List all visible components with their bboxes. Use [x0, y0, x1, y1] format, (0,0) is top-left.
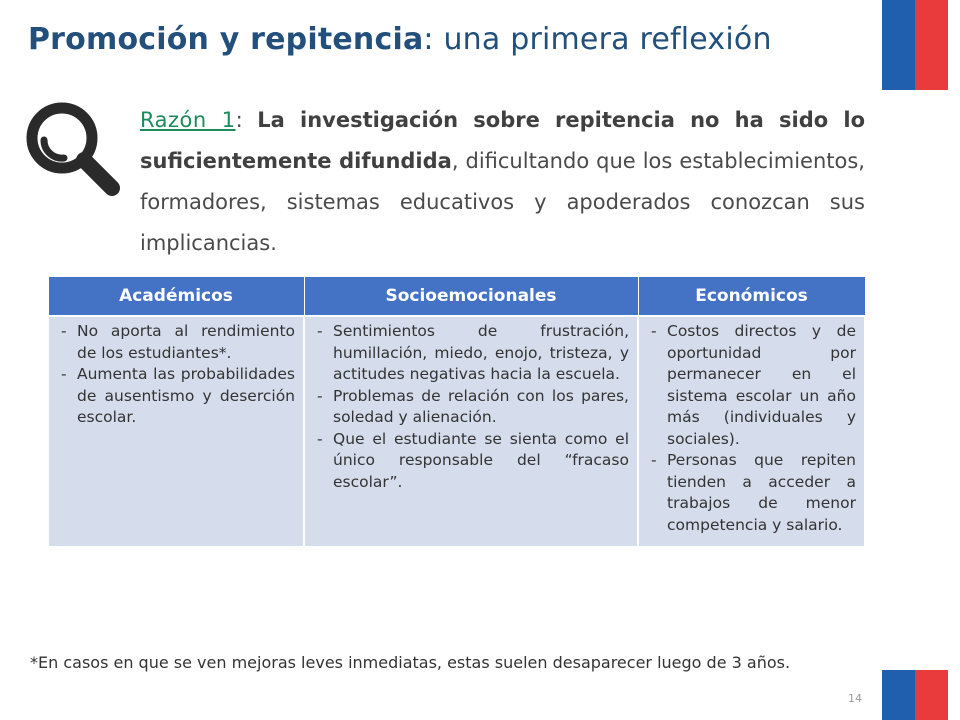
footnote: *En casos en que se ven mejoras leves inmediatas, estas suelen desaparecer luego de 3 años. — [30, 653, 791, 672]
list-item: - Sentimientos de frustración, humillación, miedo, enojo, tristeza, y actitudes negativas hacia la escuela. — [313, 321, 629, 386]
header-economicos: Económicos — [638, 277, 865, 317]
reason-colon: : — [235, 108, 258, 132]
reason-bold-text: La investigación sobre repitencia no ha sido lo suficientemente difundida — [140, 108, 865, 173]
page-number: 14 — [848, 692, 862, 705]
flag-decoration-top — [882, 0, 948, 90]
list-item: - Problemas de relación con los pares, soledad y alienación. — [313, 386, 629, 429]
reason-paragraph — [140, 100, 865, 264]
flag-decoration-bottom — [882, 670, 948, 720]
list-item: - Que el estudiante se sienta como el único responsable del “fracaso escolar”. — [313, 429, 629, 494]
title-rest: : una primera reflexión — [423, 22, 772, 57]
cell-socioemocionales — [304, 316, 638, 547]
reason-label: Razón 1 — [140, 108, 236, 132]
list-item: - Costos directos y de oportunidad por permanecer en el sistema escolar un año más (individuales y sociales). — [647, 321, 856, 450]
cell-academicos — [48, 316, 304, 547]
list-item: - Personas que repiten tienden a acceder a trabajos de menor competencia y salario. — [647, 450, 856, 536]
title-bold: Promoción y repitencia — [28, 22, 424, 57]
slide-title — [28, 22, 772, 57]
magnifying-glass-icon — [22, 98, 122, 198]
cell-economicos — [638, 316, 865, 547]
header-socioemocionales: Socioemocionales — [304, 277, 638, 317]
reason-rest-text: , dificultando que los establecimientos, formadores, sistemas educativos y apoderados conozcan sus implicancias. — [140, 149, 865, 255]
effects-table — [47, 276, 866, 548]
list-item: - Aumenta las probabilidades de ausentismo y deserción escolar. — [57, 364, 295, 429]
header-academicos: Académicos — [48, 277, 304, 317]
list-item: - No aporta al rendimiento de los estudiantes*. — [57, 321, 295, 364]
